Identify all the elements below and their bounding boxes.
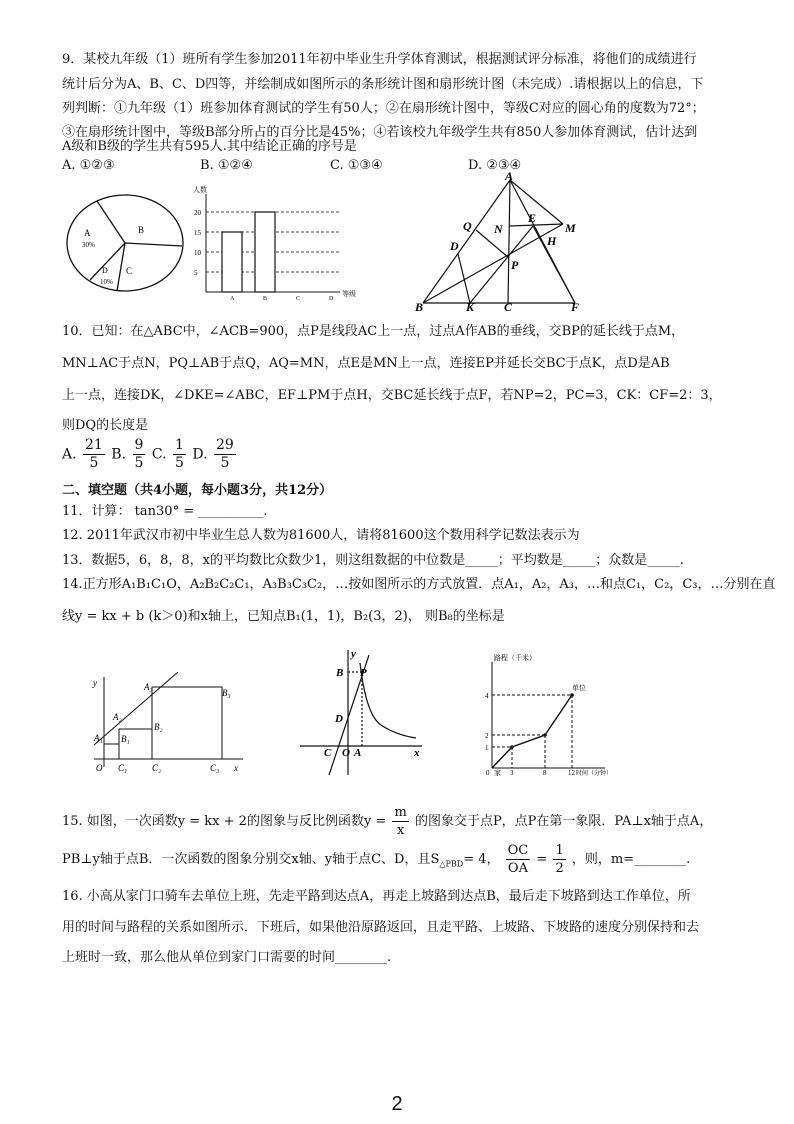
q10-choice-b-fraction xyxy=(133,437,146,472)
q15-text-1: 15. 如图，一次函数y = kx + 2的图象与反比例函数y = xyxy=(62,814,387,829)
geo-line xyxy=(508,180,510,303)
q9-line-2: 统计后分为A、B、C、D四等，并绘制成如图所示的条形统计图和扇形统计图（未完成）.请根据以上的信息，下 xyxy=(62,77,704,92)
geo-label-d: D xyxy=(450,239,459,253)
geo-label-p: P xyxy=(511,258,519,272)
bar-chart xyxy=(190,182,370,302)
square-1 xyxy=(104,744,119,759)
q15-frac2-den: OA xyxy=(507,861,528,876)
q10-choices xyxy=(62,437,238,472)
geo-line xyxy=(458,254,470,303)
fig15-label-p: P xyxy=(360,667,367,679)
bar-category-label: B xyxy=(263,296,268,302)
q10-line-1: 10．已知：在△ABC中，∠ACB=900，点P是线段AC上一点，过点A作AB的垂线，交BP的延长线于点M， xyxy=(62,324,685,339)
pie-label-b: B xyxy=(138,225,145,235)
q10-choice-b-den: 5 xyxy=(134,455,144,471)
fig15-label-x: x xyxy=(414,747,420,759)
bar-category-label: C xyxy=(296,296,301,302)
fig16-point xyxy=(543,733,547,737)
q9-line-1: 9．某校九年级（1）班所有学生参加2011年初中毕业生升学体育测试，根据测试评分标准，将他们的成绩进行 xyxy=(62,52,697,67)
q15-frac3-num: 1 xyxy=(555,843,564,858)
fig16-xtick: 12 xyxy=(568,769,575,777)
fig16-point xyxy=(510,745,514,749)
bar-category-label: A xyxy=(230,296,235,302)
q10-choice-c-letter: C. xyxy=(151,446,167,463)
fig14-label-a1: A₁ xyxy=(94,733,103,743)
fig14-label-a2: A₂ xyxy=(113,712,122,722)
bar-y-label: 人数 xyxy=(193,186,207,194)
geo-line xyxy=(470,226,533,303)
q10-choice-d-num: 29 xyxy=(216,437,234,453)
q10-choice-a-num: 21 xyxy=(85,437,103,453)
fig16-route xyxy=(492,695,572,768)
fig15-label-b: B xyxy=(336,667,344,679)
q15-text-4: = 4， xyxy=(463,852,500,867)
bar-category-label: D xyxy=(329,296,334,302)
q10-choice-d-den: 5 xyxy=(220,455,230,471)
q10-choice-b-num: 9 xyxy=(134,437,144,453)
geometry-figure xyxy=(405,170,605,315)
fig15-label-c: C xyxy=(324,747,332,759)
q15-frac-den: x xyxy=(396,823,405,838)
q10-choice-d-letter: D. xyxy=(192,446,208,463)
q15-frac-num: m xyxy=(394,805,407,820)
bar-a xyxy=(222,232,242,292)
fig15-label-d: D xyxy=(335,713,343,725)
geo-label-k: K xyxy=(466,300,475,314)
q10-choice-c-den: 5 xyxy=(175,455,184,471)
geo-label-a: A xyxy=(505,170,514,183)
q15-frac3-den: 2 xyxy=(555,861,564,876)
q10-line-4: 则DQ的长度是 xyxy=(62,418,149,433)
bar-tick-label: 20 xyxy=(194,209,201,217)
pie-label-c: C xyxy=(126,266,133,276)
q15-frac2-num: OC xyxy=(507,843,529,858)
squares-figure xyxy=(88,672,248,782)
q10-choice-a-letter: A. xyxy=(62,446,77,463)
q16-line-1: 16. 小高从家门口骑车去单位上班，先走平路到达点A，再走上坡路到达点B，最后走下坡路到达工作单位，所 xyxy=(62,889,691,904)
geo-label-n: N xyxy=(494,222,503,236)
fig14-label-b2: B₂ xyxy=(154,722,163,732)
distance-time-graph xyxy=(480,650,620,780)
q9-choice-c: C. ①③④ xyxy=(330,158,383,173)
q9-line-3: 列判断：①九年级（1）班参加体育测试的学生有50人；②在扇形统计图中，等级C对应的圆心角的度数为72°； xyxy=(62,101,705,116)
fig16-point xyxy=(570,693,574,697)
q9-choice-a: A. ①②③ xyxy=(62,158,115,173)
fig16-xtick: 8 xyxy=(543,769,547,777)
q15-text-5: ，则，m=________. xyxy=(571,852,691,867)
q15-equals: = xyxy=(536,852,548,867)
q15-line-1 xyxy=(62,804,712,839)
fig14-label-c2: C₂ xyxy=(152,763,162,773)
geo-line xyxy=(510,180,563,224)
fig14-label-b1: B₁ xyxy=(121,734,130,744)
q10-choice-c-fraction xyxy=(173,437,186,472)
q15-text-2: 的图象交于点P，点P在第一象限．PA⊥x轴于点A， xyxy=(414,814,713,829)
fig16-ytick: 4 xyxy=(485,692,489,700)
bar-x-label: 等级 xyxy=(342,290,356,298)
pie-chart xyxy=(62,190,192,300)
geo-line xyxy=(423,180,510,303)
bar-b xyxy=(255,212,275,292)
q9-choice-d: D. ②③④ xyxy=(468,158,522,173)
fig16-origin: 0 xyxy=(486,769,490,777)
pie-divider xyxy=(97,201,125,243)
fig15-label-y: y xyxy=(351,648,356,660)
fig14-label-y: y xyxy=(93,678,97,688)
q14-line-2: 线y = kx + b (k＞0)和x轴上，已知点B₁(1，1)，B₂(3，2)， 则B₈的坐标是 xyxy=(62,609,505,624)
pie-divider xyxy=(125,243,182,246)
geo-label-c: C xyxy=(504,300,513,314)
fig16-ytick: 1 xyxy=(485,744,489,752)
q10-choice-c-num: 1 xyxy=(175,437,184,453)
page-number: 2 xyxy=(391,1093,403,1115)
q10-choice-a-fraction xyxy=(83,437,105,472)
pie-label-a: A xyxy=(84,228,91,238)
q9-line-5: A级和B级的学生共有595人.其中结论正确的序号是 xyxy=(62,139,357,154)
fig14-label-c3: C₃ xyxy=(210,763,220,773)
geo-label-h: H xyxy=(547,234,557,248)
fig15-label-a: A xyxy=(354,747,362,759)
geo-label-b: B xyxy=(415,300,424,314)
bar-tick-label: 5 xyxy=(194,269,198,277)
fig16-ytick: 2 xyxy=(485,732,489,740)
fig15-hyperbola-curve xyxy=(360,663,416,738)
geo-line xyxy=(476,230,509,258)
q9-line-4: ③在扇形统计图中，等级B部分所占的百分比是45%；④若该校九年级学生共有850人参加体育测试，估计达到 xyxy=(62,125,698,140)
q10-choice-d-fraction xyxy=(214,437,236,472)
fig16-end-label: 单位 xyxy=(572,684,586,692)
bar-tick-label: 15 xyxy=(194,229,201,237)
fig14-label-c1: C₁ xyxy=(118,763,128,773)
geo-label-e: E xyxy=(528,211,537,225)
q15-frac-m-x xyxy=(392,804,408,839)
geo-label-f: F xyxy=(571,300,580,314)
fig14-label-a3: A₃ xyxy=(144,682,153,692)
q16-line-2: 用的时间与路程的关系如图所示．下班后，如果他沿原路返回，且走平路、上坡路、下坡路的速度分别保持和去 xyxy=(62,920,700,935)
pie-percent-a: 30% xyxy=(82,241,95,249)
geo-label-m: M xyxy=(565,221,576,235)
q10-choice-a-den: 5 xyxy=(89,455,99,471)
pie-label-d: D xyxy=(102,266,108,275)
q16-line-3: 上班时一致，那么他从单位到家门口需要的时间________. xyxy=(62,950,392,965)
bar-tick-label: 10 xyxy=(194,249,201,257)
q15-frac-oc-oa xyxy=(506,842,531,877)
fig16-home-label: 家 xyxy=(494,769,501,777)
q13: 13．数据5，6，8，8，x的平均数比众数少1，则这组数据的中位数是_____；平均数是_____；众数是_____. xyxy=(62,553,684,568)
q10-line-3: 上一点，连接DK，∠DKE=∠ABC，EF⊥PM于点H，交BC延长线于点F，若NP=2，PC=3，CK：CF=2：3， xyxy=(62,388,722,403)
q10-line-2: MN⊥AC于点N，PQ⊥AB于点Q，AQ=MN，点E是MN上一点，连接EP并延长交BC于点K，点D是AB xyxy=(62,356,670,371)
section-2-heading: 二、填空题（共4小题，每小题3分，共12分） xyxy=(62,483,333,498)
q15-line-2 xyxy=(62,842,690,877)
hyperbola-figure xyxy=(296,645,431,780)
fig16-y-label: 路程（千米） xyxy=(494,654,536,662)
fig15-label-o: O xyxy=(342,747,350,759)
q14-line-1: 14.正方形A₁B₁C₁O，A₂B₂C₂C₁，A₃B₃C₃C₂，…按如图所示的方式放置．点A₁，A₂，A₃，…和点C₁，C₂，C₃，…分别在直 xyxy=(62,577,776,592)
fig14-label-o: O xyxy=(96,763,103,773)
fig14-line xyxy=(94,672,178,745)
fig14-label-x: x xyxy=(234,763,238,773)
fig16-x-label: 时间（分钟） xyxy=(576,771,613,777)
q15-subscript: △PBD xyxy=(439,859,464,869)
q12: 12. 2011年武汉市初中毕业生总人数为81600人，请将81600这个数用科学记数法表示为 xyxy=(62,528,580,543)
q9-choice-b: B. ①②④ xyxy=(200,158,253,173)
q11: 11．计算： tan30° = __________. xyxy=(62,504,268,519)
q15-text-3: PB⊥y轴于点B．一次函数的图象分别交x轴、y轴于点C、D，且S xyxy=(62,852,440,867)
fig14-label-b3: B₃ xyxy=(222,688,231,698)
geo-line xyxy=(423,224,563,303)
q15-frac-half xyxy=(553,842,565,877)
q10-choice-b-letter: B. xyxy=(111,446,127,463)
fig16-xtick: 3 xyxy=(510,769,514,777)
geo-label-q: Q xyxy=(463,219,472,233)
pie-percent-d: 10% xyxy=(100,278,113,286)
